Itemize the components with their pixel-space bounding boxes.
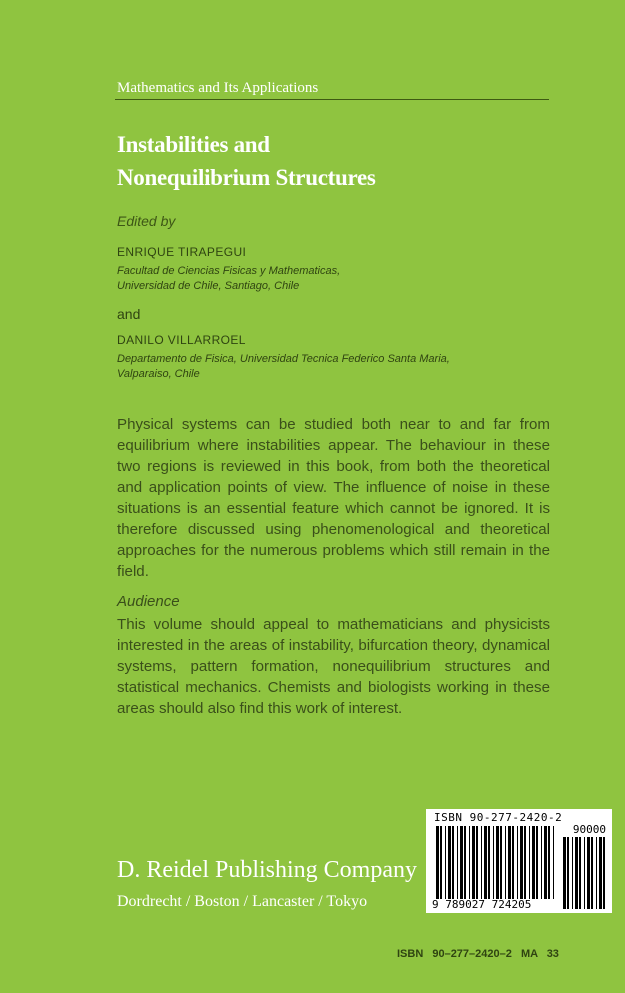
editor-2 <box>117 333 450 382</box>
barcode-bar <box>567 837 569 909</box>
barcode-bar <box>457 826 458 899</box>
barcode-bar <box>575 837 578 909</box>
barcode-bar <box>436 826 439 899</box>
editor-affiliation-line-2: Universidad de Chile, Santiago, Chile <box>117 280 300 292</box>
editor-name: ENRIQUE TIRAPEGUI <box>117 245 247 259</box>
edited-by-label: Edited by <box>117 213 176 229</box>
barcode-bar <box>508 826 511 899</box>
barcode-addon-number: 90000 <box>572 823 606 836</box>
barcode-bar <box>505 826 506 899</box>
barcode-bar <box>472 826 475 899</box>
barcode-bar <box>536 826 538 899</box>
barcode <box>426 809 612 913</box>
barcode-bar <box>488 826 490 899</box>
barcode-bar <box>481 826 482 899</box>
barcode-bar <box>599 837 602 909</box>
barcode-isbn-label: ISBN 90-277-2420-2 <box>434 811 563 824</box>
barcode-bar <box>563 837 566 909</box>
barcode-bar <box>579 837 581 909</box>
barcode-bar <box>584 837 585 909</box>
barcode-bar <box>596 837 597 909</box>
barcode-bar <box>591 837 593 909</box>
barcode-bar <box>512 826 514 899</box>
publisher-locations: Dordrecht / Boston / Lancaster / Tokyo <box>117 893 368 910</box>
barcode-bar <box>469 826 470 899</box>
barcode-bar <box>440 826 442 899</box>
barcode-bar <box>603 837 605 909</box>
barcode-bar <box>553 826 554 899</box>
barcode-bar <box>493 826 494 899</box>
audience-paragraph: This volume should appeal to mathematicians and physicists interested in the areas of instability, bifurcation theory, dynamical systems, pattern formation, nonequilibrium structures and statistical mechanics. Chemists and biologists working in these areas should also find this work of interest. <box>117 616 550 717</box>
barcode-bar <box>445 826 446 899</box>
book-title-line-2: Nonequilibrium Structures <box>117 165 376 190</box>
description-paragraph: Physical systems can be studied both near to and far from equilibrium where instabilities appear. The behaviour in these two regions is reviewed in this book, from both the theoretical and application points of view. The influence of noise in these situations is an essential feature which cannot be ignored. It is therefore discussed using phenomenological and theoretical approaches for the numerous problems which still remain in the field. <box>117 416 550 580</box>
barcode-bar <box>464 826 466 899</box>
barcode-main-number: 9 789027 724205 <box>432 898 532 911</box>
editor-1 <box>117 245 340 294</box>
barcode-bar <box>484 826 487 899</box>
barcode-bar <box>544 826 547 899</box>
barcode-bar <box>452 826 454 899</box>
barcode-bar <box>448 826 451 899</box>
audience-heading: Audience <box>117 593 180 610</box>
editor-affiliation-line-1: Facultad de Ciencias Fisicas y Mathematicas, <box>117 265 341 277</box>
barcode-bar <box>520 826 523 899</box>
barcode-bar <box>529 826 530 899</box>
barcode-bar <box>541 826 542 899</box>
editor-affiliation-line-1: Departamento de Fisica, Universidad Tecnica Federico Santa Maria, <box>117 353 450 365</box>
divider-line <box>115 99 549 100</box>
editor-affiliation-line-2: Valparaiso, Chile <box>117 368 200 380</box>
barcode-bar <box>532 826 535 899</box>
footer-isbn <box>397 948 559 960</box>
barcode-bar <box>476 826 478 899</box>
publisher-name: D. Reidel Publishing Company <box>117 857 417 883</box>
barcode-bar <box>496 826 499 899</box>
barcode-bar <box>517 826 518 899</box>
and-text: and <box>117 306 141 322</box>
barcode-bar <box>524 826 526 899</box>
book-title-line-1: Instabilities and <box>117 132 270 157</box>
footer-series-code: MA 33 <box>520 948 559 960</box>
series-title: Mathematics and Its Applications <box>117 80 319 96</box>
barcode-bar <box>572 837 573 909</box>
barcode-bar <box>548 826 550 899</box>
footer-isbn-number: ISBN 90–277–2420–2 <box>397 948 512 960</box>
barcode-bar <box>460 826 463 899</box>
barcode-bar <box>587 837 590 909</box>
book-title <box>117 128 376 194</box>
editor-name: DANILO VILLARROEL <box>117 333 246 347</box>
barcode-bar <box>500 826 502 899</box>
